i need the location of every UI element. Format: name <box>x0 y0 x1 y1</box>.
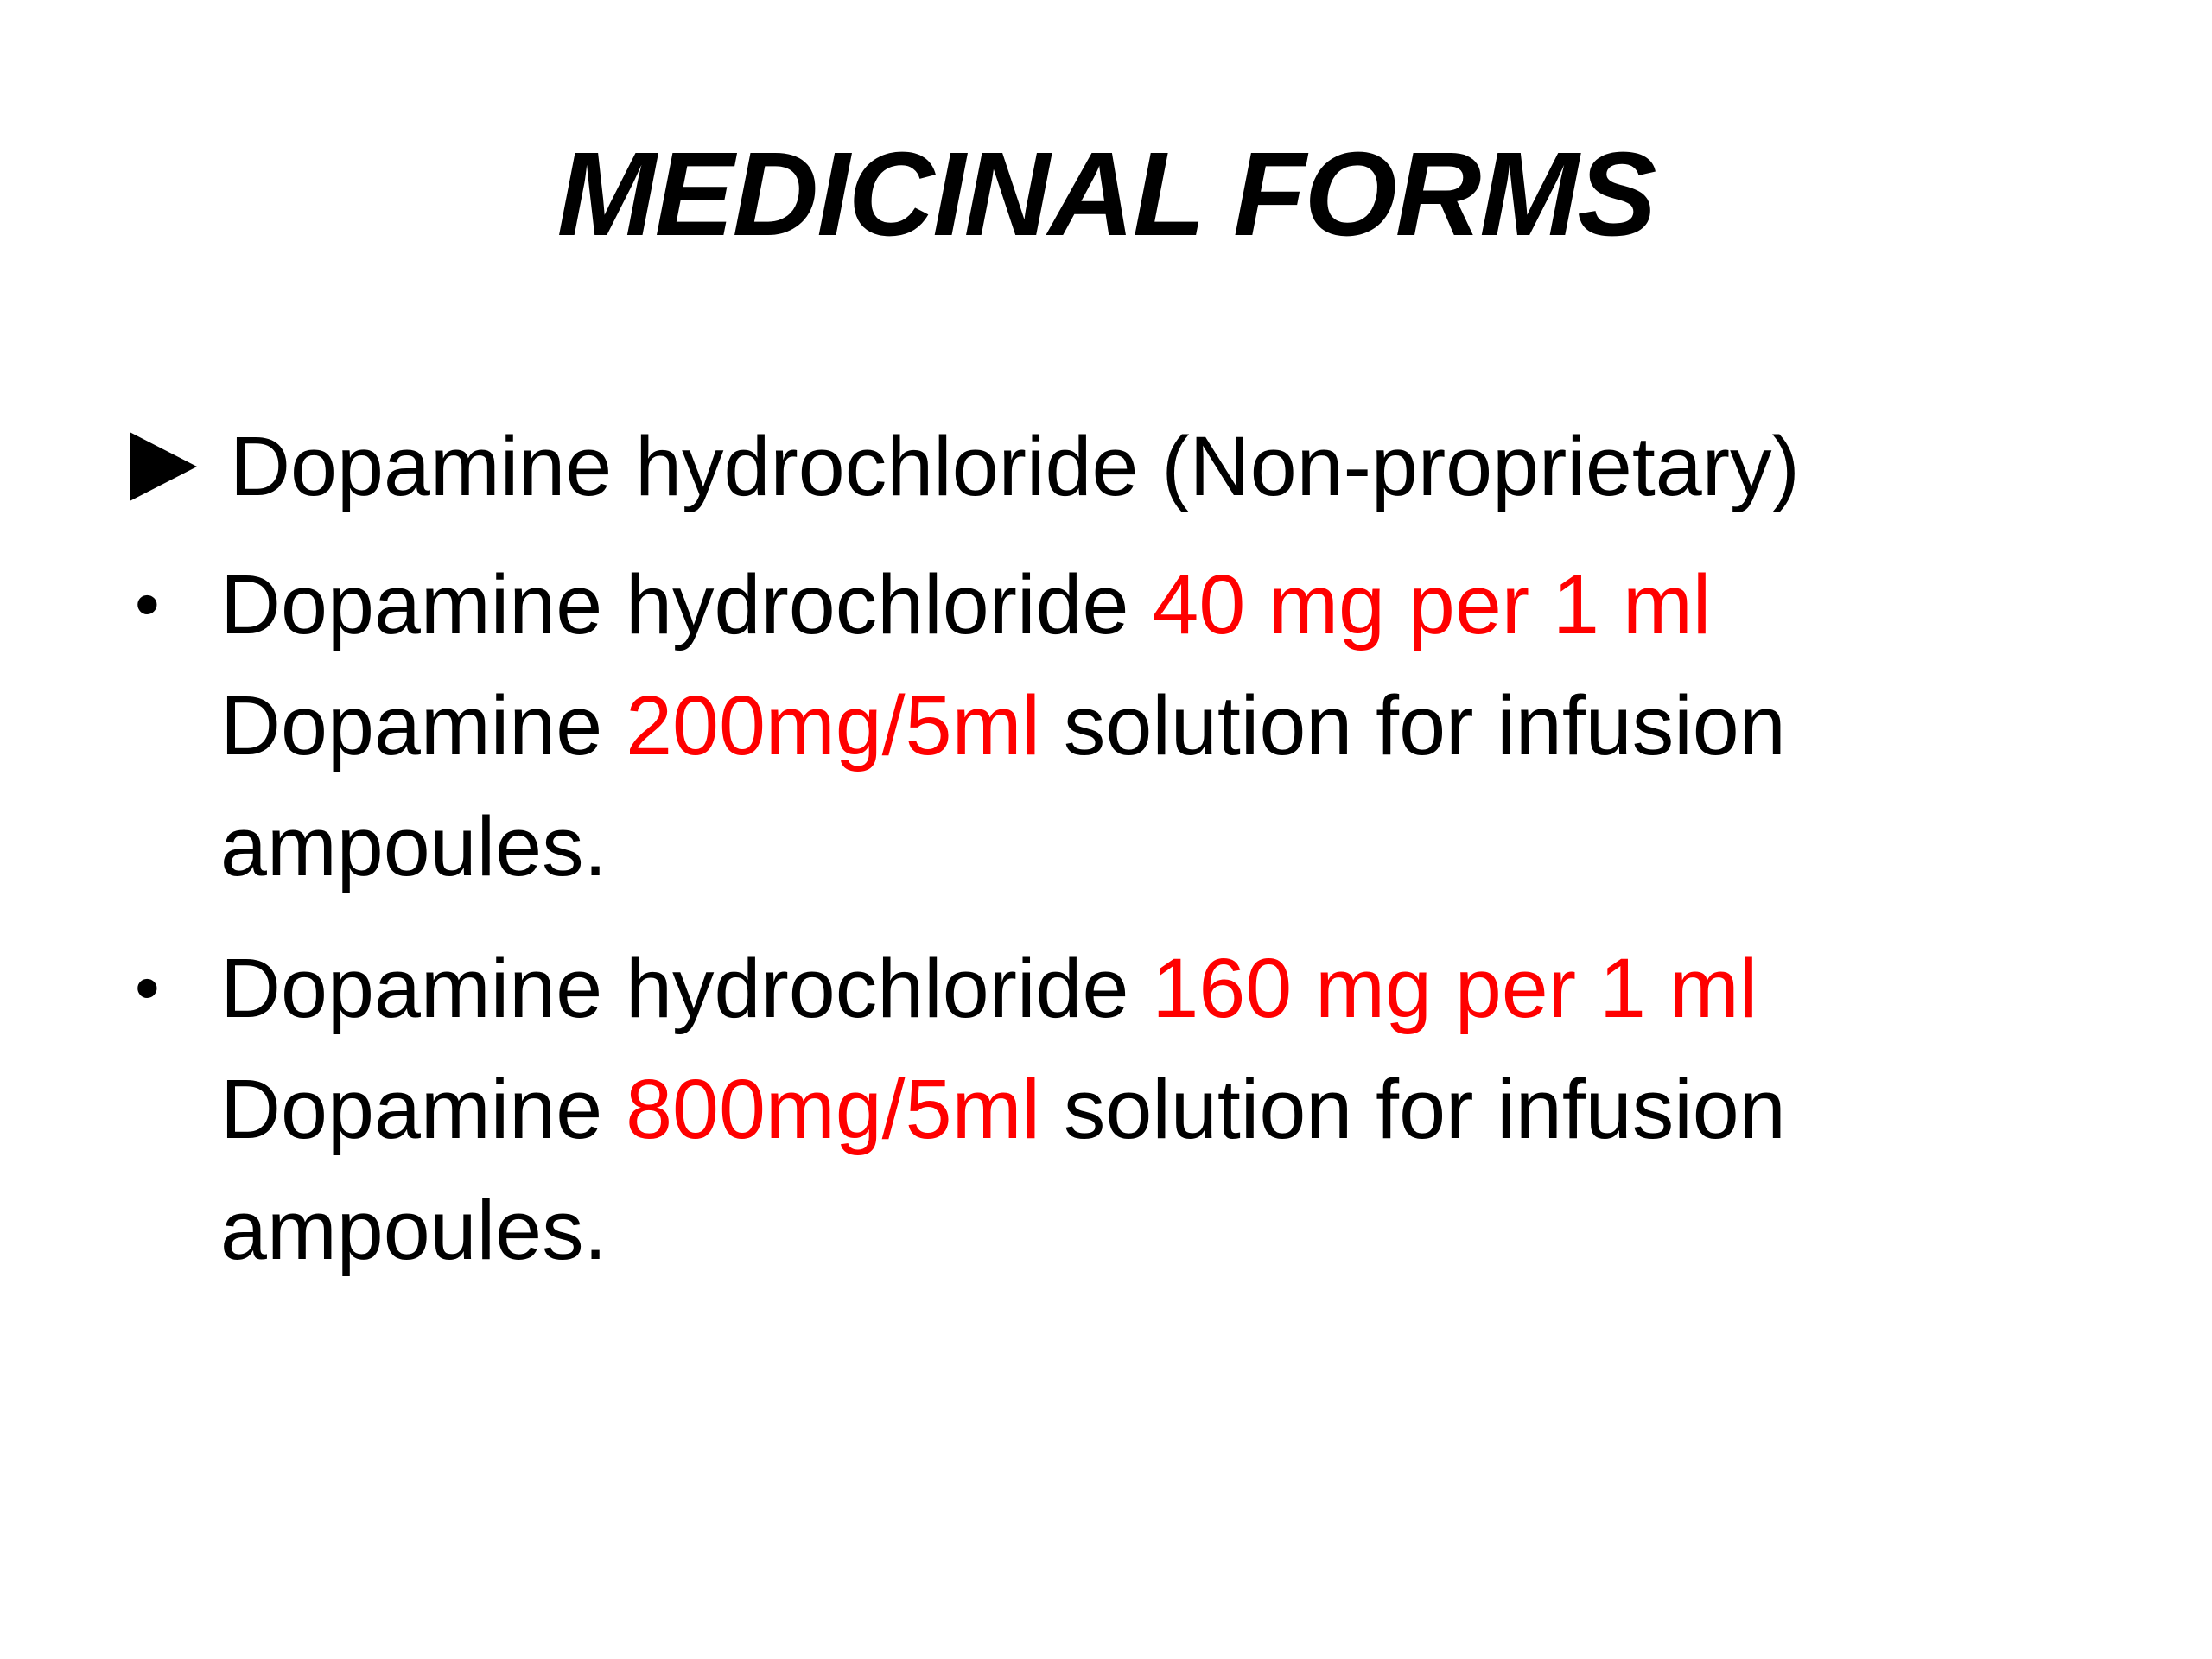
slide-body <box>130 406 2117 1291</box>
list-item <box>130 544 2117 907</box>
drug-name: Dopamine <box>220 678 626 772</box>
strength-value: 40 mg per 1 ml <box>1152 557 1712 652</box>
strength-value: 800mg/5ml <box>626 1062 1040 1156</box>
list-item <box>130 928 2117 1291</box>
form-description: solution for infusion <box>1039 1062 1786 1156</box>
strength-value: 160 mg per 1 ml <box>1152 941 1758 1035</box>
product-heading <box>130 406 2117 527</box>
bullet-icon: • <box>135 949 160 1027</box>
drug-name: Dopamine hydrochloride <box>220 941 1153 1035</box>
bullet-icon: • <box>135 565 160 644</box>
list-item-line: ampoules. <box>220 799 607 893</box>
slide-title: MEDICINAL FORMS <box>556 128 1656 261</box>
product-heading-text: Dopamine hydrochloride (Non-proprietary) <box>230 419 1800 513</box>
strength-value: 200mg/5ml <box>626 678 1040 772</box>
list-item-line <box>220 1049 2117 1170</box>
list-item-line <box>220 544 2117 665</box>
list-item-line: ampoules. <box>220 1183 607 1277</box>
form-description: solution for infusion <box>1039 678 1786 772</box>
drug-name: Dopamine hydrochloride <box>220 557 1153 652</box>
list-item-line <box>220 928 2117 1049</box>
spacer <box>130 907 2117 928</box>
right-triangle-icon <box>130 432 197 501</box>
drug-name: Dopamine <box>220 1062 626 1156</box>
list-item-line <box>220 665 2117 786</box>
